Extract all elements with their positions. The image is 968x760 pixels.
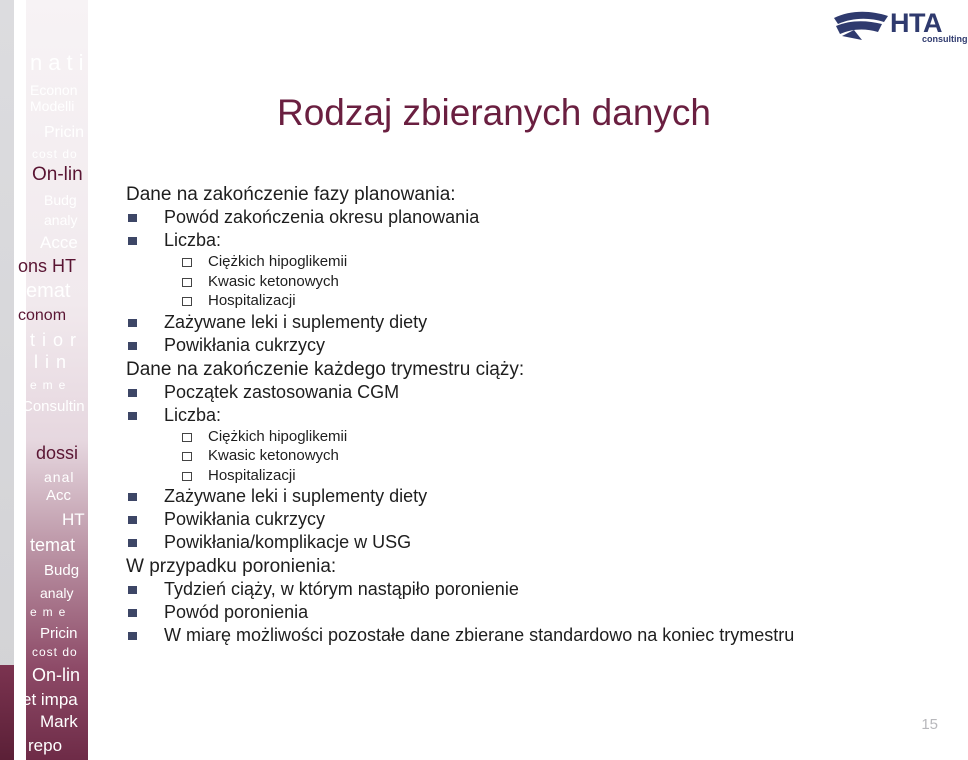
bullet-text: Powikłania/komplikacje w USG: [164, 532, 412, 552]
sidebar-word: conom: [18, 307, 67, 324]
sub-bullet-text: Hospitalizacji: [208, 292, 296, 309]
square-bullet-icon: [128, 539, 137, 547]
bullet-item: [126, 334, 946, 357]
sub-bullet-item: [126, 446, 946, 466]
bullet-item: [126, 229, 946, 252]
sidebar-word: analy: [44, 212, 78, 228]
bullet-text: Liczba:: [164, 230, 222, 250]
sub-bullet-text: Kwasic ketonowych: [208, 447, 339, 464]
bullet-text: W miarę możliwości pozostałe dane zbierane standardowo na koniec trymestru: [164, 625, 795, 645]
hollow-square-bullet-icon: [182, 433, 192, 442]
bullet-item: [126, 601, 946, 624]
logo-text: HTA: [890, 8, 942, 38]
sub-bullet-text: Hospitalizacji: [208, 466, 296, 484]
bullet-item: [126, 381, 946, 404]
square-bullet-icon: [128, 319, 137, 327]
bullet-item: [126, 578, 946, 601]
sidebar-word: emat: [26, 280, 71, 302]
sidebar-word: Econon: [30, 82, 78, 98]
sidebar-word: analy: [40, 585, 74, 601]
sidebar-edge: [0, 0, 14, 760]
square-bullet-icon: [128, 237, 137, 245]
sidebar-word: On-lin: [32, 164, 83, 185]
bullet-text: Powikłania cukrzycy: [164, 334, 326, 355]
bullet-item: [126, 531, 946, 554]
square-bullet-icon: [128, 342, 137, 350]
sidebar-word: tior: [30, 330, 84, 350]
bullet-text: Tydzień ciąży, w którym nastąpiło poronienie: [164, 579, 519, 599]
hollow-square-bullet-icon: [182, 297, 192, 306]
hollow-square-bullet-icon: [182, 278, 192, 287]
hollow-square-bullet-icon: [182, 452, 192, 461]
slide-title: Rodzaj zbieranych danych: [277, 92, 711, 133]
bullet-item: [126, 404, 946, 427]
bullet-item: [126, 624, 946, 647]
sidebar-word: Pricin: [44, 124, 85, 141]
sidebar-word: Mark: [40, 712, 78, 731]
sub-bullet-text: Kwasic ketonowych: [208, 272, 339, 290]
sidebar-word: repo: [28, 736, 63, 755]
sub-bullet-text: Ciężkich hipoglikemii: [208, 253, 348, 270]
sub-bullet-item: [126, 427, 946, 447]
sidebar-word: cost do: [32, 645, 78, 659]
bullet-item: [126, 311, 946, 334]
sidebar-word: Budg: [44, 562, 80, 579]
section-heading: Dane na zakończenie każdego trymestru ciąży:: [126, 358, 525, 380]
bullet-text: Liczba:: [164, 404, 222, 425]
slide-content: [126, 182, 946, 647]
sidebar-word: HT: [62, 510, 85, 529]
bullet-item: [126, 485, 946, 508]
sidebar-word: cost do: [32, 147, 78, 161]
hta-consulting-logo: [832, 6, 968, 46]
section-heading: W przypadku poronienia:: [126, 556, 337, 577]
square-bullet-icon: [128, 412, 137, 420]
section-heading: Dane na zakończenie fazy planowania:: [126, 184, 456, 205]
sub-bullet-item: [126, 466, 946, 486]
sidebar-word: ons HT: [18, 256, 77, 276]
sidebar-word: Pricin: [40, 625, 78, 642]
sidebar-word: anal: [44, 469, 75, 485]
sidebar-word: eme: [30, 378, 72, 392]
decorative-sidebar: [0, 0, 88, 760]
hollow-square-bullet-icon: [182, 472, 192, 481]
logo-swoosh-icon: [832, 8, 890, 42]
sidebar-word: dossi: [36, 443, 79, 463]
sub-bullet-item: [126, 272, 946, 292]
bullet-text: Zażywane leki i suplementy diety: [164, 486, 428, 506]
sub-bullet-item: [126, 252, 946, 272]
square-bullet-icon: [128, 632, 137, 640]
sidebar-word: et impa: [22, 690, 78, 709]
bullet-item: [126, 206, 946, 229]
bullet-text: Zażywane leki i suplementy diety: [164, 311, 428, 332]
sidebar-word: temat: [30, 535, 76, 555]
page-number: 15: [921, 716, 938, 733]
sidebar-word: eme: [30, 605, 72, 619]
square-bullet-icon: [128, 586, 137, 594]
sidebar-word: Budg: [44, 192, 77, 208]
sidebar-word: lin: [34, 352, 74, 372]
bullet-item: [126, 508, 946, 531]
square-bullet-icon: [128, 493, 137, 501]
square-bullet-icon: [128, 609, 137, 617]
sidebar-word: Consultin: [22, 398, 85, 415]
sub-bullet-item: [126, 291, 946, 311]
sub-bullet-text: Ciężkich hipoglikemii: [208, 427, 348, 445]
logo-subtext: consulting: [922, 34, 968, 44]
sidebar-word: Modelli: [30, 98, 75, 114]
sidebar-word: Acce: [40, 233, 78, 252]
sidebar-word: On-lin: [32, 665, 81, 685]
square-bullet-icon: [128, 214, 137, 222]
hollow-square-bullet-icon: [182, 258, 192, 267]
sidebar-word: nati: [30, 50, 90, 75]
bullet-text: Powód poronienia: [164, 602, 309, 622]
sidebar-word: Acc: [46, 487, 72, 504]
square-bullet-icon: [128, 516, 137, 524]
bullet-text: Powikłania cukrzycy: [164, 509, 326, 529]
sidebar-edge-dark: [0, 665, 14, 760]
bullet-text: Początek zastosowania CGM: [164, 381, 400, 402]
bullet-text: Powód zakończenia okresu planowania: [164, 207, 480, 227]
square-bullet-icon: [128, 389, 137, 397]
